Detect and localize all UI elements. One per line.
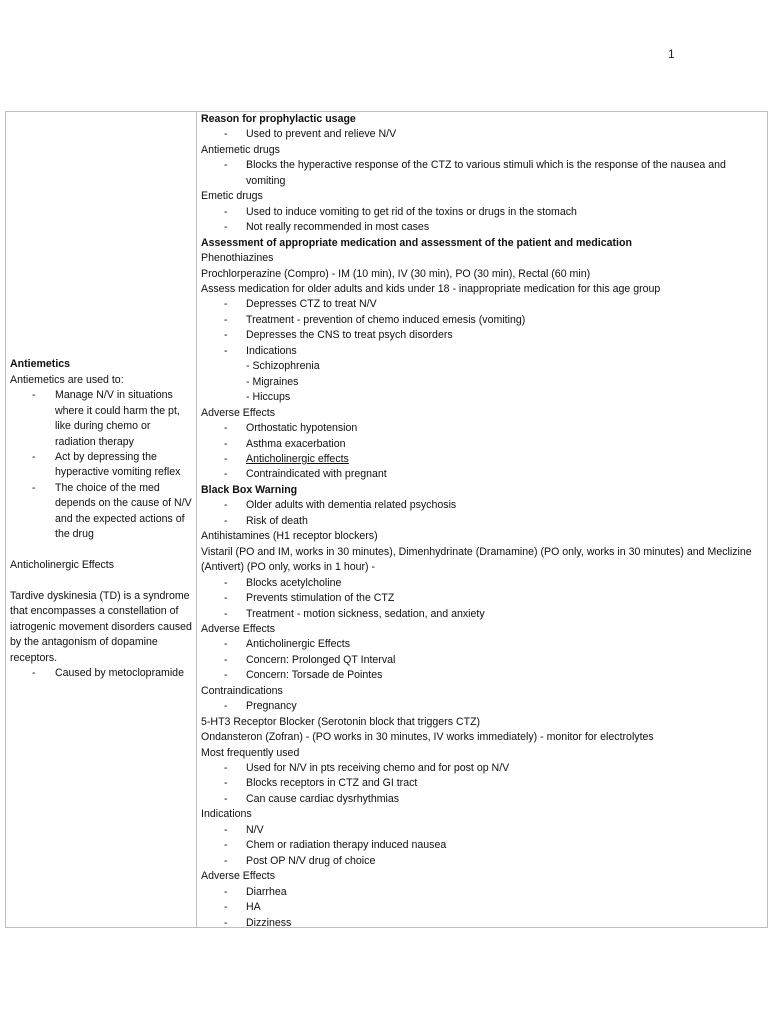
subheading: Adverse Effects	[201, 406, 275, 419]
subheading: Phenothiazines	[201, 252, 274, 265]
list-item: - Concern: Torsade de Pointes	[201, 668, 763, 683]
list-item: - HA	[201, 900, 763, 915]
list-item: - Not really recommended in most cases	[201, 220, 763, 235]
right-column	[197, 112, 767, 927]
heading: Assessment of appropriate medication and assessment of the patient and medication	[201, 236, 632, 249]
list-item: - Treatment - motion sickness, sedation, and anxiety	[201, 607, 763, 622]
subheading: Emetic drugs	[201, 190, 263, 203]
list-item: - Contraindicated with pregnant	[201, 467, 763, 482]
page-number: 1	[668, 47, 675, 61]
list-item: - Pregnancy	[201, 699, 763, 714]
subheading: Contraindications	[201, 684, 283, 697]
sub-item: - Hiccups	[246, 391, 291, 404]
text-line: Prochlorperazine (Compro) - IM (10 min), IV (30 min), PO (30 min), Rectal (60 min)	[201, 267, 591, 280]
subheading: 5-HT3 Receptor Blocker (Serotonin block that triggers CTZ)	[201, 715, 481, 728]
td-paragraph: Tardive dyskinesia (TD) is a syndrome that encompasses a constellation of iatrogenic movement disorders caused by the antagonism of dopamine receptors.	[10, 590, 192, 664]
subheading: Adverse Effects	[201, 870, 275, 883]
notes-table	[5, 111, 768, 928]
text-line: Vistaril (PO and IM, works in 30 minutes), Dimenhydrinate (Dramamine) (PO only, works in 30 minutes) and Meclizine (Antivert) (PO only, works in 1 hour) -	[201, 545, 752, 574]
list-item: - Chem or radiation therapy induced nausea	[201, 838, 763, 853]
list-item: - Can cause cardiac dysrhythmias	[201, 792, 763, 807]
subheading: Most frequently used	[201, 746, 300, 759]
text-line: Assess medication for older adults and kids under 18 - inappropriate medication for this age group	[201, 282, 661, 295]
subheading: Indications	[201, 808, 252, 821]
list-item: - Asthma exacerbation	[201, 437, 763, 452]
list-item: - Caused by metoclopramide	[10, 666, 192, 681]
list-item: - Dizziness	[201, 916, 763, 931]
subheading: Antihistamines (H1 receptor blockers)	[201, 530, 378, 543]
heading: Black Box Warning	[201, 483, 298, 496]
sub-item: - Migraines	[246, 375, 299, 388]
list-item: - Used to induce vomiting to get rid of the toxins or drugs in the stomach	[201, 205, 763, 220]
list-item: - Depresses CTZ to treat N/V	[201, 297, 763, 312]
list-item: - Used to prevent and relieve N/V	[201, 127, 763, 142]
list-item	[201, 452, 763, 467]
list-item: - The choice of the med depends on the cause of N/V and the expected actions of the drug	[10, 481, 192, 543]
list-item: - Anticholinergic Effects	[201, 637, 763, 652]
list-item: - Indications	[201, 344, 763, 359]
sub-item: - Schizophrenia	[246, 360, 320, 373]
list-item: - Blocks the hyperactive response of the CTZ to various stimuli which is the response of the nausea and vomiting	[201, 158, 763, 189]
list-item: - Manage N/V in situations where it could harm the pt, like during chemo or radiation therapy	[10, 388, 192, 450]
text-line: Ondansteron (Zofran) - (PO works in 30 minutes, IV works immediately) - monitor for electrolytes	[201, 731, 654, 744]
anticholinergic-heading: Anticholinergic Effects	[10, 559, 115, 572]
list-item: - Risk of death	[201, 514, 763, 529]
list-item: - Diarrhea	[201, 885, 763, 900]
left-column	[6, 112, 197, 927]
list-item: - Prevents stimulation of the CTZ	[201, 591, 763, 606]
subheading: Adverse Effects	[201, 622, 275, 635]
list-item: - Treatment - prevention of chemo induced emesis (vomiting)	[201, 313, 763, 328]
list-item: - Concern: Prolonged QT Interval	[201, 653, 763, 668]
section-title: Antiemetics	[10, 358, 71, 371]
spacer	[10, 574, 192, 589]
underlined-text: Anticholinergic effects	[246, 452, 349, 465]
list-item: - N/V	[201, 823, 763, 838]
intro-text: Antiemetics are used to:	[10, 373, 124, 386]
spacer	[10, 543, 192, 558]
list-item: - Older adults with dementia related psychosis	[201, 498, 763, 513]
list-item: - Used for N/V in pts receiving chemo and for post op N/V	[201, 761, 763, 776]
list-item: - Blocks receptors in CTZ and GI tract	[201, 776, 763, 791]
list-item: - Orthostatic hypotension	[201, 421, 763, 436]
heading: Reason for prophylactic usage	[201, 113, 356, 125]
subheading: Antiemetic drugs	[201, 143, 280, 156]
list-item: - Act by depressing the hyperactive vomiting reflex	[10, 450, 192, 481]
list-item: - Depresses the CNS to treat psych disorders	[201, 328, 763, 343]
list-item: - Blocks acetylcholine	[201, 576, 763, 591]
list-item: - Post OP N/V drug of choice	[201, 854, 763, 869]
